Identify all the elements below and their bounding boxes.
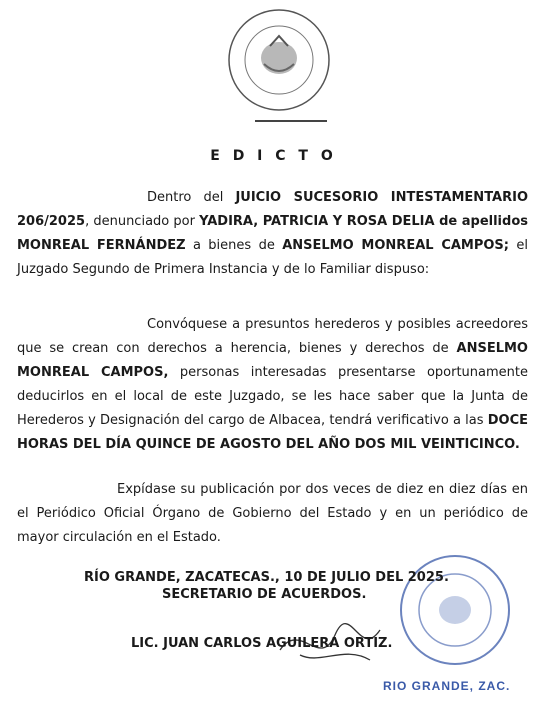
secretary-role: SECRETARIO DE ACUERDOS.	[162, 587, 367, 602]
secretary-name: LIC. JUAN CARLOS AGUILERA ORTIZ.	[131, 636, 393, 651]
paragraph-juicio: Dentro del JUICIO SUCESORIO INTESTAMENTARIO 206/2025, denunciado por YADIRA, PATRICIA Y ROSA DELIA de apellidos MONREAL FERNÁNDEZ a bienes de ANSELMO MONREAL CAMPOS; el Juzgado Segundo de Primera Instancia y de lo Familiar dispuso:	[17, 190, 529, 277]
place-and-date: RÍO GRANDE, ZACATECAS., 10 DE JULIO DEL 2025.	[84, 570, 449, 585]
stamp-location: RIO GRANDE, ZAC.	[383, 679, 511, 693]
paragraph-convocatoria: Convóquese a presuntos herederos y posibles acreedores que se crean con derechos a herencia, bienes y derechos de ANSELMO MONREAL CAMPOS, personas interesadas presentarse oportunamente deducirlos en el local de este Juzgado, se les hace saber que la Junta de Herederos y Designación del cargo de Albacea, tendrá verificativo a las DOCE HORAS DEL DÍA QUINCE DE AGOSTO DEL AÑO DOS MIL VEINTICINCO.	[17, 317, 528, 452]
document-title: E D I C T O	[210, 148, 337, 164]
court-seal	[220, 6, 338, 118]
header-rule	[255, 120, 327, 122]
paragraph-publicacion: Expídase su publicación por dos veces de diez en diez días en el Periódico Oficial Órgano de Gobierno del Estado y en un periódico de mayor circulación en el Estado.	[17, 482, 528, 545]
